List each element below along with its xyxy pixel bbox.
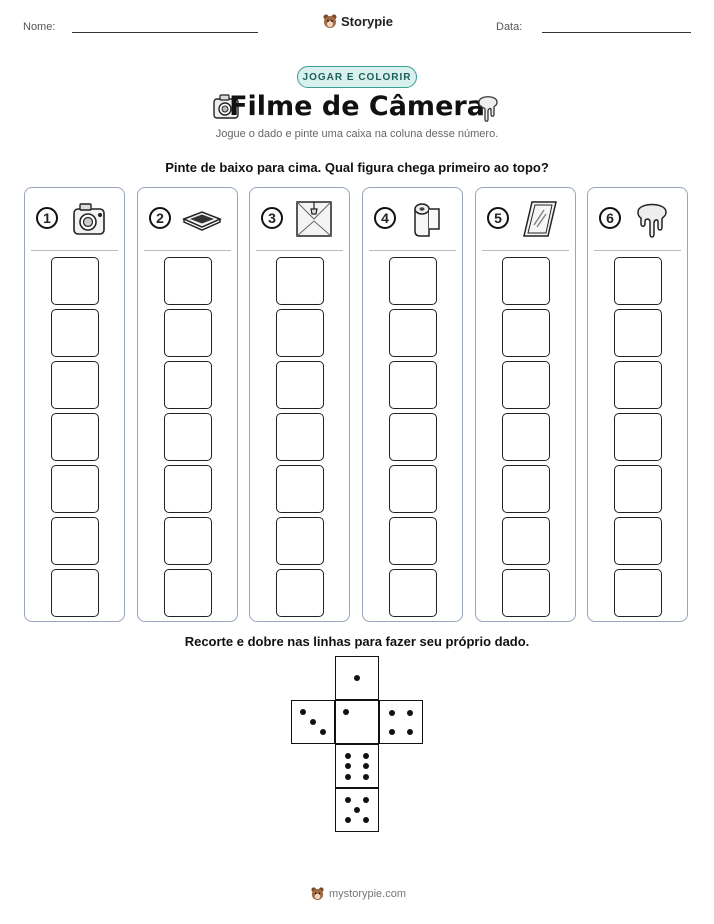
pip [363,817,369,823]
name-line[interactable] [72,32,258,33]
color-box[interactable] [389,309,437,357]
die-face-top [335,656,379,700]
color-box[interactable] [389,413,437,461]
column-1 [24,187,125,622]
color-box[interactable] [389,465,437,513]
color-box[interactable] [614,517,662,565]
color-box[interactable] [276,257,324,305]
film-roll-icon [407,199,447,239]
camera-icon [69,199,109,239]
pip [345,817,351,823]
color-box[interactable] [51,257,99,305]
color-box[interactable] [51,309,99,357]
die-face-six [335,744,379,788]
color-box[interactable] [51,465,99,513]
color-box[interactable] [276,569,324,617]
color-box[interactable] [389,257,437,305]
color-box[interactable] [51,413,99,461]
color-box[interactable] [614,465,662,513]
column-number: 1 [36,207,58,229]
color-box[interactable] [164,569,212,617]
color-box[interactable] [502,465,550,513]
brand-name: Storypie [341,13,394,29]
color-box[interactable] [164,465,212,513]
color-box[interactable] [276,361,324,409]
footer-url[interactable]: mystorypie.com [329,887,407,900]
color-box[interactable] [276,309,324,357]
color-box[interactable] [614,413,662,461]
color-box[interactable] [276,517,324,565]
die-face-right [379,700,423,744]
pip [320,729,326,735]
instruction: Pinte de baixo para cima. Qual figura chega primeiro ao topo? [165,160,549,175]
color-box[interactable] [614,361,662,409]
die-face-bottom [335,788,379,832]
column-2 [137,187,238,622]
column-divider [594,250,681,251]
column-3 [249,187,350,622]
color-box[interactable] [502,517,550,565]
brand-logo [322,13,393,29]
column-4 [362,187,463,622]
color-box[interactable] [502,309,550,357]
color-box[interactable] [276,413,324,461]
column-number: 2 [149,207,171,229]
pip [345,774,351,780]
color-box[interactable] [164,517,212,565]
pip [345,753,351,759]
column-divider [144,250,231,251]
color-box[interactable] [502,257,550,305]
color-box[interactable] [614,569,662,617]
pip [363,763,369,769]
color-box[interactable] [164,413,212,461]
pip [310,719,316,725]
color-box[interactable] [502,361,550,409]
pip [389,710,395,716]
developing-tray-icon [182,199,222,239]
cut-instruction: Recorte e dobre nas linhas para fazer seu próprio dado. [184,634,530,649]
photo-glass-icon [520,199,560,239]
name-label: Nome: [23,21,56,33]
pip [300,709,306,715]
pip [354,807,360,813]
pip [389,729,395,735]
page-title: Filme de Câmera [229,91,485,122]
column-divider [369,250,456,251]
die-face-left [291,700,335,744]
bear-logo-icon [322,13,338,29]
column-6 [587,187,688,622]
darkroom-safelight-icon [294,199,334,239]
pip [343,709,349,715]
column-divider [482,250,569,251]
drip-title-icon [476,92,500,122]
date-line[interactable] [542,32,691,33]
column-number: 4 [374,207,396,229]
dripping-ink-icon [632,199,672,239]
pip [345,763,351,769]
pip [363,753,369,759]
color-box[interactable] [164,361,212,409]
column-number: 5 [487,207,509,229]
column-divider [31,250,118,251]
column-5 [475,187,576,622]
pip [407,710,413,716]
bear-logo-icon [310,886,325,901]
color-box[interactable] [502,413,550,461]
color-box[interactable] [614,309,662,357]
color-box[interactable] [389,569,437,617]
color-box[interactable] [51,517,99,565]
color-box[interactable] [389,361,437,409]
color-box[interactable] [389,517,437,565]
color-box[interactable] [164,309,212,357]
date-label: Data: [496,21,523,33]
color-box[interactable] [276,465,324,513]
pip [363,797,369,803]
color-box[interactable] [502,569,550,617]
pip [354,675,360,681]
pip [407,729,413,735]
color-box[interactable] [51,361,99,409]
color-box[interactable] [614,257,662,305]
pip [345,797,351,803]
activity-badge: JOGAR E COLORIR [297,66,417,88]
color-box[interactable] [51,569,99,617]
footer [310,886,406,901]
pip [363,774,369,780]
die-face-center [335,700,379,744]
column-number: 3 [261,207,283,229]
color-box[interactable] [164,257,212,305]
column-divider [256,250,343,251]
subtitle: Jogue o dado e pinte uma caixa na coluna desse número. [215,128,499,140]
column-number: 6 [599,207,621,229]
